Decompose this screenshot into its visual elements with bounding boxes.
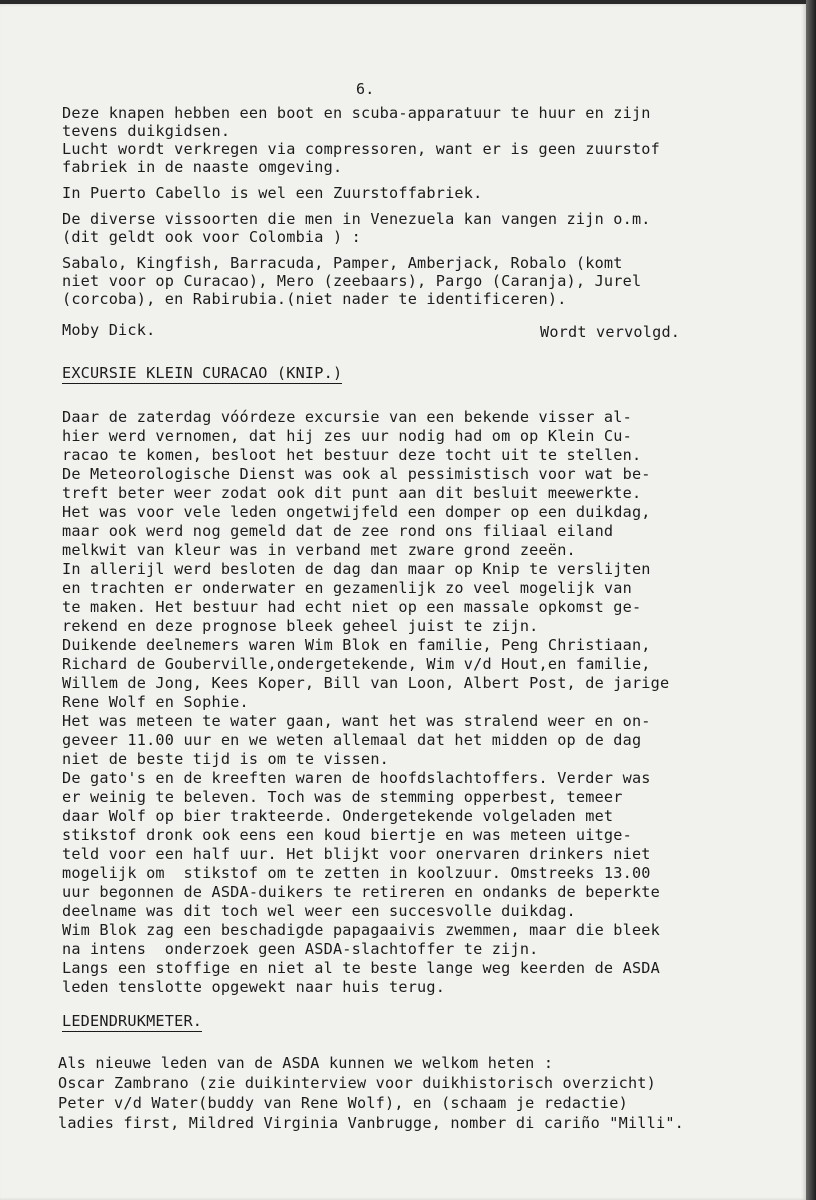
text-line: tevens duikgidsen. [62, 122, 231, 140]
text-line: Peter v/d Water(buddy van Rene Wolf), en (schaam je redactie) [58, 1094, 628, 1112]
text-line: Deze knapen hebben een boot en scuba-apparatuur te huur en zijn [62, 104, 651, 122]
text-line: fabriek in de naaste omgeving. [62, 158, 343, 176]
text-line: Oscar Zambrano (zie duikinterview voor duikhistorisch overzicht) [58, 1074, 656, 1092]
text-line: Rene Wolf en Sophie. [62, 693, 249, 711]
text-line: treft beter weer zodat ook dit punt aan dit besluit meewerkte. [62, 484, 642, 502]
text-line: uur begonnen de ASDA-duikers te retireren en ondanks de beperkte [62, 883, 660, 901]
text-line: Daar de zaterdag vóórdeze excursie van een bekende visser al- [62, 408, 632, 426]
page-number: 6. [356, 80, 375, 98]
text-line: Lucht wordt verkregen via compressoren, want er is geen zuurstof [62, 140, 660, 158]
text-line: In allerijl werd besloten de dag dan maar op Knip te verslijten [62, 560, 651, 578]
document-page [0, 4, 806, 1200]
text-line: teld voor een half uur. Het blijkt voor onervaren drinkers niet [62, 845, 651, 863]
text-line: racao te komen, besloot het bestuur deze tocht uit te stellen. [62, 446, 642, 464]
text-line: mogelijk om stikstof om te zetten in koolzuur. Omstreeks 13.00 [62, 864, 651, 882]
text-line: (corcoba), en Rabirubia.(niet nader te identificeren). [62, 290, 567, 308]
text-line: (dit geldt ook voor Colombia ) : [62, 228, 361, 246]
page-edge-shadow [806, 0, 816, 1200]
text-line: niet voor op Curacao), Mero (zeebaars), Pargo (Caranja), Jurel [62, 272, 642, 290]
text-line: hier werd vernomen, dat hij zes uur nodig had om op Klein Cu- [62, 427, 632, 445]
text-line: te maken. Het bestuur had echt niet op een massale opkomst ge- [62, 598, 642, 616]
text-line: De diverse vissoorten die men in Venezuela kan vangen zijn o.m. [62, 210, 651, 228]
text-line: Het was meteen te water gaan, want het was stralend weer en on- [62, 712, 651, 730]
text-line: Willem de Jong, Kees Koper, Bill van Loon, Albert Post, de jarige [62, 674, 670, 692]
signature: Moby Dick. [62, 321, 156, 339]
text-line: De Meteorologische Dienst was ook al pessimistisch voor wat be- [62, 465, 651, 483]
text-line: De gato's en de kreeften waren de hoofdslachtoffers. Verder was [62, 769, 651, 787]
text-line: Als nieuwe leden van de ASDA kunnen we welkom heten : [58, 1054, 554, 1072]
continued-note: Wordt vervolgd. [540, 323, 681, 341]
text-line: In Puerto Cabello is wel een Zuurstoffabriek. [62, 184, 483, 202]
text-line: Het was voor vele leden ongetwijfeld een domper op een duikdag, [62, 503, 651, 521]
text-line: stikstof dronk ook eens een koud biertje en was meteen uitge- [62, 826, 632, 844]
text-line: Wim Blok zag een beschadigde papagaaivis zwemmen, maar die bleek [62, 921, 660, 939]
text-line: niet de beste tijd is om te vissen. [62, 750, 390, 768]
text-line: Sabalo, Kingfish, Barracuda, Pamper, Amberjack, Robalo (komt [62, 254, 623, 272]
text-line: leden tenslotte opgewekt naar huis terug. [62, 978, 446, 996]
text-line: Langs een stoffige en niet al te beste lange weg keerden de ASDA [62, 959, 660, 977]
text-line: Richard de Gouberville,ondergetekende, Wim v/d Hout,en familie, [62, 655, 651, 673]
text-line: daar Wolf op bier trakteerde. Ondergetekende volgeladen met [62, 807, 614, 825]
section-heading: EXCURSIE KLEIN CURACAO (KNIP.) [62, 364, 343, 382]
section-heading: LEDENDRUKMETER. [62, 1012, 203, 1030]
text-line: Duikende deelnemers waren Wim Blok en familie, Peng Christiaan, [62, 636, 651, 654]
text-line: maar ook werd nog gemeld dat de zee rond ons filiaal eiland [62, 522, 614, 540]
text-line: ladies first, Mildred Virginia Vanbrugge, nomber di cariño "Milli". [58, 1114, 685, 1132]
text-line: deelname was dit toch wel weer een succesvolle duikdag. [62, 902, 576, 920]
text-line: en trachten er onderwater en gezamenlijk zo veel mogelijk van [62, 579, 632, 597]
text-line: er weinig te beleven. Toch was de stemming opperbest, temeer [62, 788, 623, 806]
text-line: melkwit van kleur was in verband met zware grond zeeën. [62, 541, 576, 559]
text-line: na intens onderzoek geen ASDA-slachtoffer te zijn. [62, 940, 539, 958]
text-line: geveer 11.00 uur en we weten allemaal dat het midden op de dag [62, 731, 642, 749]
text-line: rekend en deze prognose bleek geheel juist te zijn. [62, 617, 539, 635]
